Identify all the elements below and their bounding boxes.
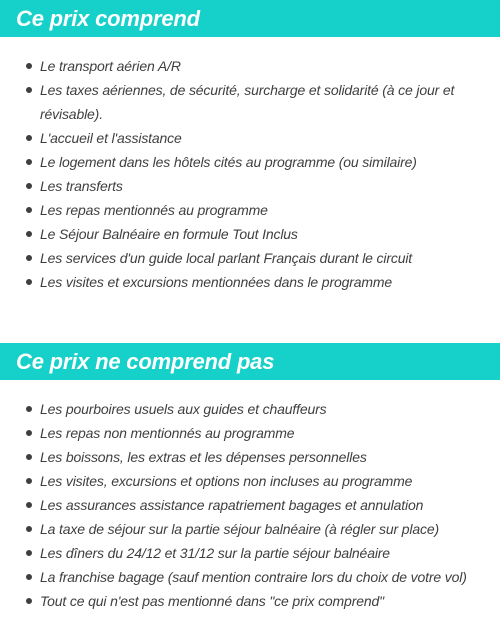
excludes-title: Ce prix ne comprend pas <box>16 348 275 374</box>
list-item-text: Les repas mentionnés au programme <box>40 202 268 218</box>
bullet-icon <box>26 207 32 213</box>
bullet-icon <box>26 87 32 93</box>
list-item-text: Les visites et excursions mentionnées dans le programme <box>40 274 393 290</box>
list-item-text: Les boissons, les extras et les dépenses personnelles <box>40 449 367 465</box>
list-item-text: Les assurances assistance rapatriement bagages et annulation <box>40 497 424 513</box>
list-item <box>0 270 500 294</box>
includes-title: Ce prix comprend <box>16 5 200 31</box>
list-item-text: Les visites, excursions et options non incluses au programme <box>40 473 413 489</box>
bullet-icon <box>26 183 32 189</box>
list-item <box>0 397 500 421</box>
bullet-icon <box>26 135 32 141</box>
list-item-text: Les dîners du 24/12 et 31/12 sur la partie séjour balnéaire <box>40 545 390 561</box>
list-item-text: Le transport aérien A/R <box>40 58 181 74</box>
bullet-icon <box>26 502 32 508</box>
list-item-text: Les transferts <box>40 178 123 194</box>
bullet-icon <box>26 526 32 532</box>
bullet-icon <box>26 63 32 69</box>
list-item <box>0 469 500 493</box>
bullet-icon <box>26 454 32 460</box>
list-item-text: Les services d'un guide local parlant Français durant le circuit <box>40 250 413 266</box>
list-item <box>0 445 500 469</box>
list-item <box>0 54 500 78</box>
bullet-icon <box>26 550 32 556</box>
bullet-icon <box>26 279 32 285</box>
list-item-text: La franchise bagage (sauf mention contraire lors du choix de votre vol) <box>40 569 467 585</box>
includes-header <box>0 0 500 37</box>
list-item <box>0 589 500 613</box>
includes-list <box>0 54 500 294</box>
list-item-text: La taxe de séjour sur la partie séjour balnéaire (à régler sur place) <box>40 521 439 537</box>
list-item-text: Les repas non mentionnés au programme <box>40 425 295 441</box>
bullet-icon <box>26 255 32 261</box>
list-item-text: Les taxes aériennes, de sécurité, surcharge et solidarité (à ce jour et révisable). <box>40 82 455 122</box>
list-item <box>0 150 500 174</box>
list-item <box>0 126 500 150</box>
list-item-text: Le Séjour Balnéaire en formule Tout Inclus <box>40 226 298 242</box>
list-item <box>0 517 500 541</box>
bullet-icon <box>26 159 32 165</box>
excludes-header <box>0 343 500 380</box>
list-item <box>0 541 500 565</box>
list-item <box>0 421 500 445</box>
list-item <box>0 565 500 589</box>
bullet-icon <box>26 406 32 412</box>
bullet-icon <box>26 574 32 580</box>
list-item <box>0 198 500 222</box>
list-item <box>0 493 500 517</box>
list-item-text: Les pourboires usuels aux guides et chauffeurs <box>40 401 327 417</box>
bullet-icon <box>26 231 32 237</box>
bullet-icon <box>26 430 32 436</box>
list-item-text: Tout ce qui n'est pas mentionné dans "ce prix comprend" <box>40 593 384 609</box>
list-item <box>0 222 500 246</box>
list-item <box>0 174 500 198</box>
list-item <box>0 246 500 270</box>
excludes-list <box>0 397 500 613</box>
list-item-text: Le logement dans les hôtels cités au programme (ou similaire) <box>40 154 417 170</box>
bullet-icon <box>26 478 32 484</box>
bullet-icon <box>26 598 32 604</box>
list-item <box>0 78 500 126</box>
list-item-text: L'accueil et l'assistance <box>40 130 182 146</box>
